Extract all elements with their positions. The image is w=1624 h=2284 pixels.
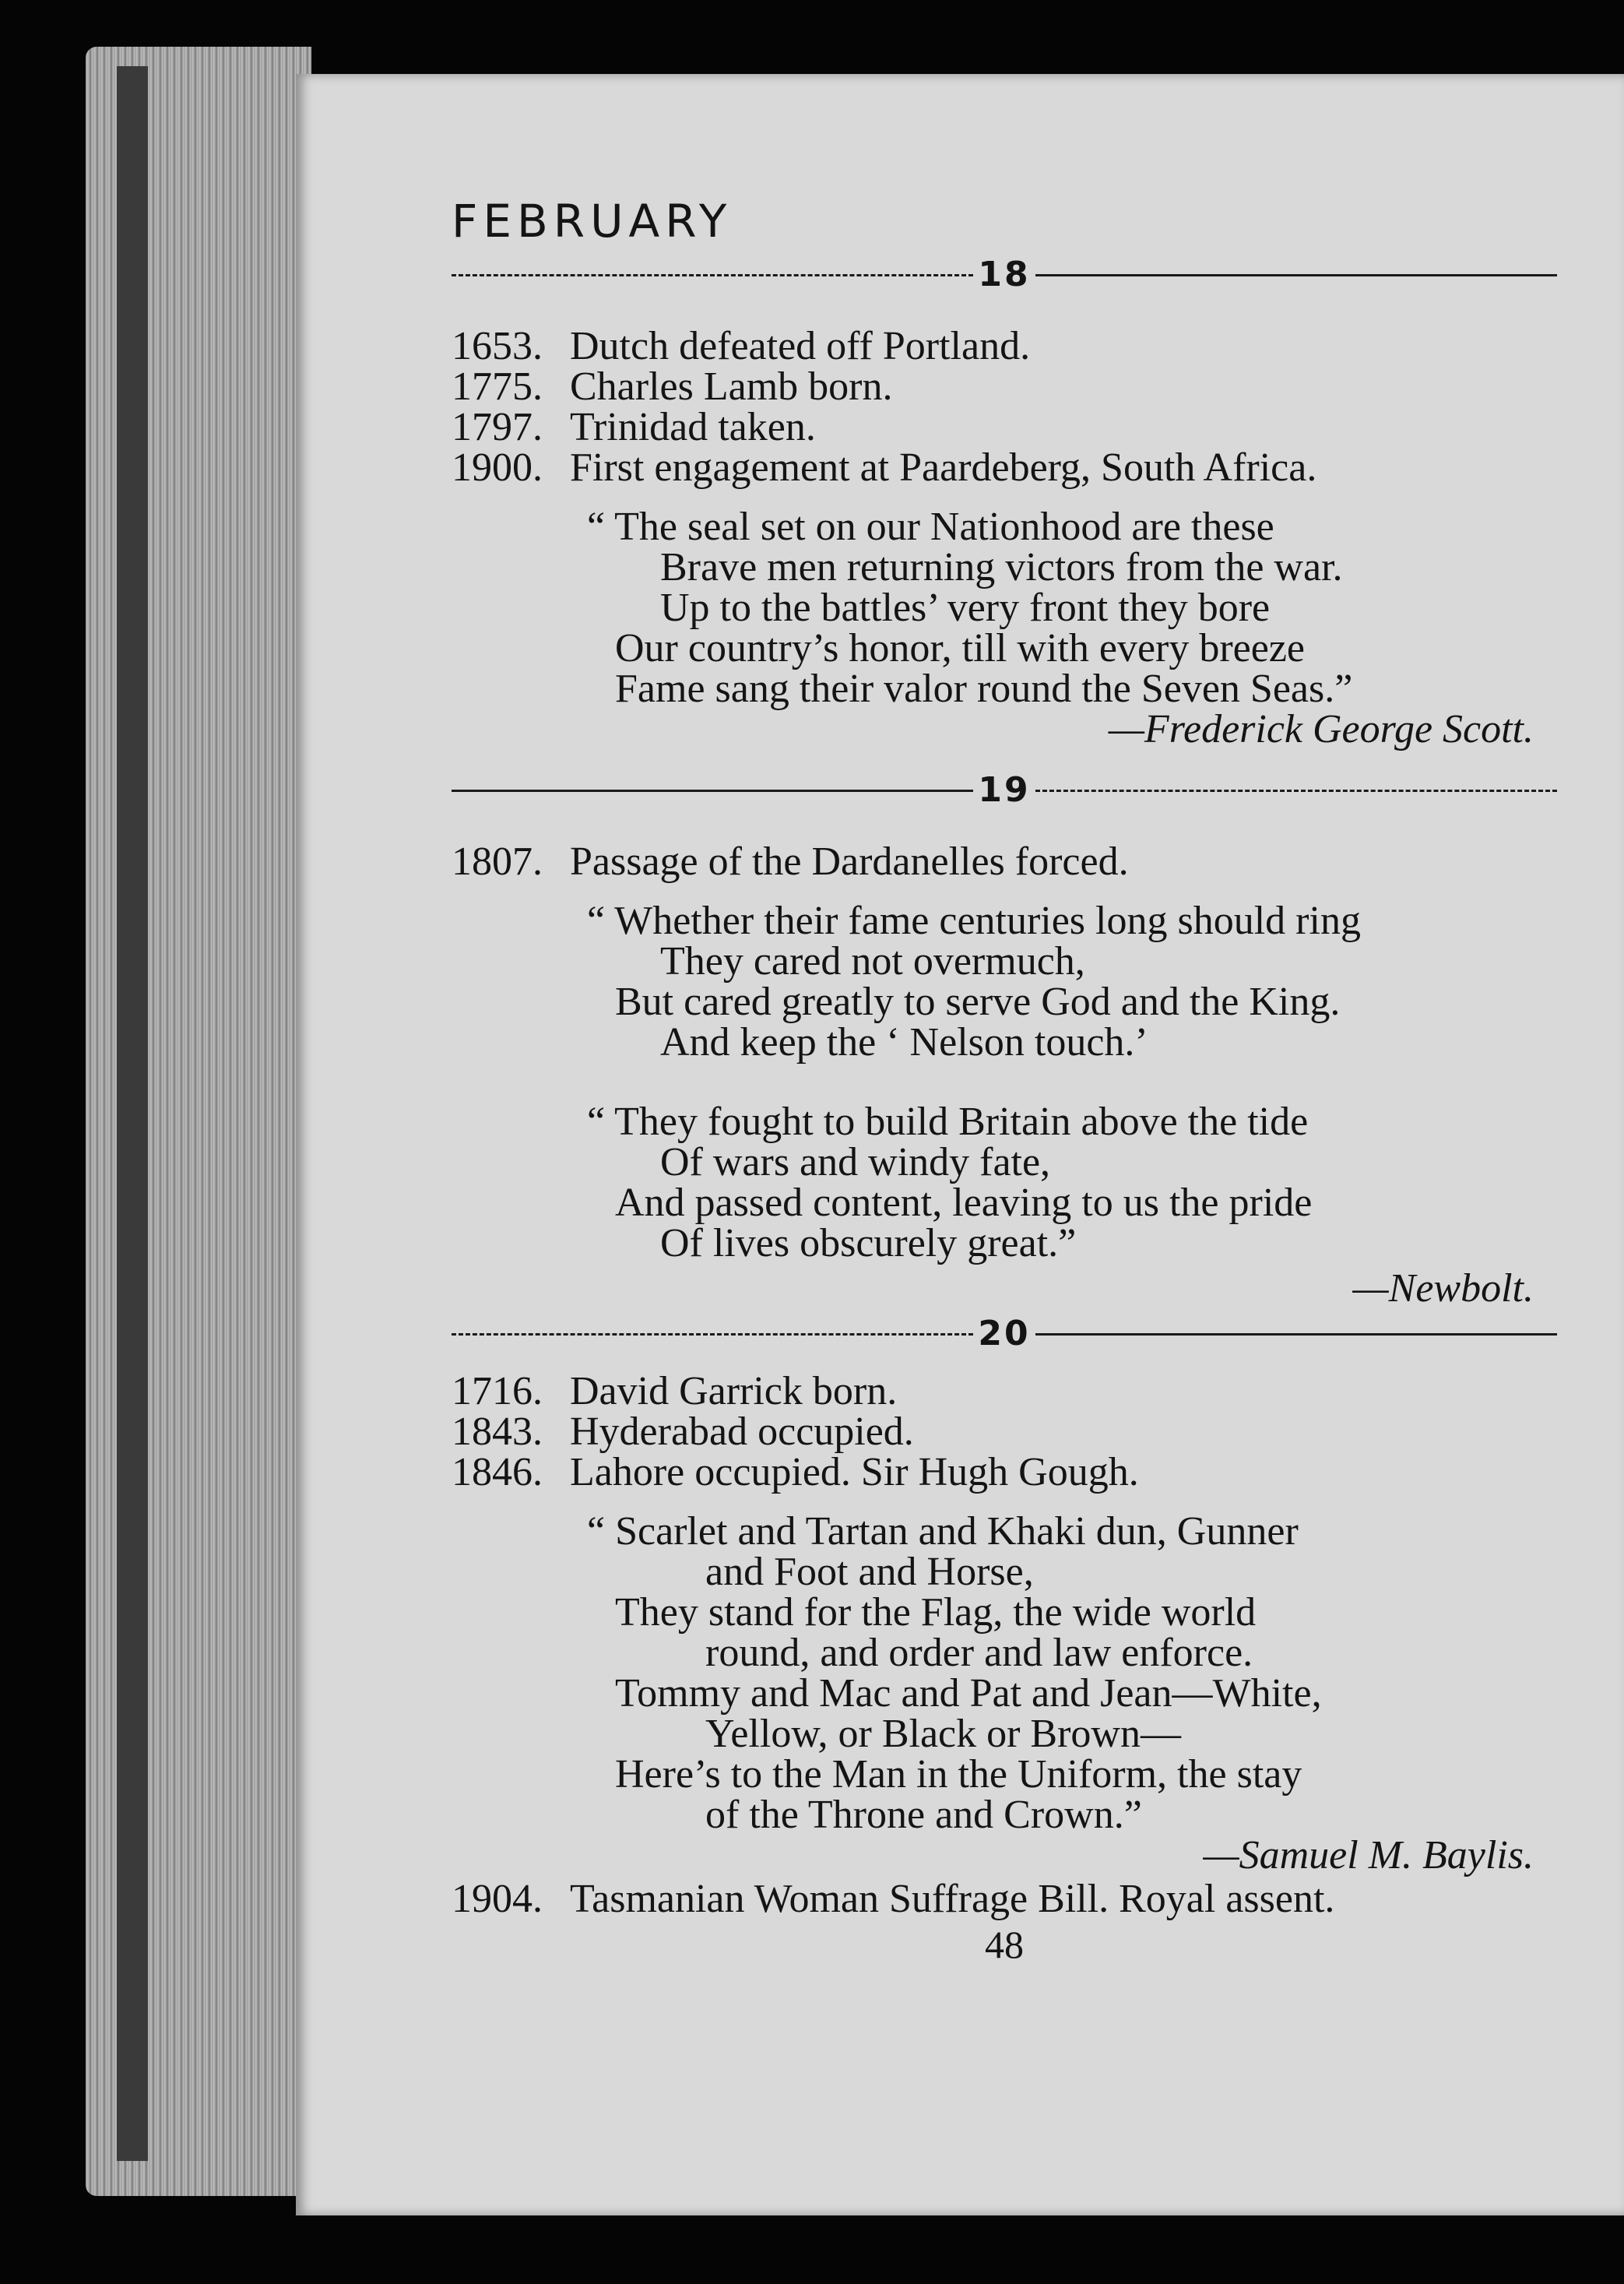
poem-line: Of lives obscurely great.” [660, 1221, 1077, 1265]
event-year: 1904. [452, 1877, 543, 1921]
day-number: 20 [978, 1314, 1031, 1353]
event-text: Lahore occupied. Sir Hugh Gough. [570, 1450, 1139, 1494]
poem-line: And passed content, leaving to us the pride [615, 1181, 1313, 1225]
day-number: 18 [978, 255, 1031, 294]
poem-line: Our country’s honor, till with every breeze [615, 626, 1305, 670]
event-row [452, 1452, 1557, 1493]
poem-line: They cared not overmuch, [660, 939, 1085, 984]
event-year: 1846. [452, 1450, 543, 1494]
event-text: Trinidad taken. [570, 405, 816, 449]
poem-line: “ Scarlet and Tartan and Khaki dun, Gunner [587, 1509, 1299, 1554]
day-divider-20 [452, 1312, 1557, 1356]
event-year: 1797. [452, 405, 543, 449]
event-year: 1775. [452, 364, 543, 409]
poem-line: Here’s to the Man in the Uniform, the stay [615, 1752, 1302, 1797]
poem-line: Brave men returning victors from the war. [660, 545, 1343, 589]
poem-18 [452, 507, 1557, 709]
event-row [452, 364, 1557, 409]
page-number: 48 [985, 1923, 1024, 1966]
poem-line: Up to the battles’ very front they bore [660, 586, 1271, 630]
poem-line: Yellow, or Black or Brown— [705, 1712, 1181, 1756]
day-divider-19 [452, 769, 1557, 812]
poem-line: Fame sang their valor round the Seven Seas.” [615, 667, 1353, 711]
day-divider-18 [452, 253, 1557, 297]
event-text: Dutch defeated off Portland. [570, 324, 1031, 368]
poem-line: and Foot and Horse, [705, 1550, 1034, 1594]
event-text: Hyderabad occupied. [570, 1409, 914, 1454]
poem-line: round, and order and law enforce. [705, 1631, 1253, 1675]
poem-20 [452, 1509, 1557, 1837]
event-row [452, 1409, 1557, 1454]
poem-line: “ Whether their fame centuries long should ring [587, 899, 1361, 943]
event-text: David Garrick born. [570, 1369, 898, 1413]
event-year: 1716. [452, 1369, 543, 1413]
poem-line: “ The seal set on our Nationhood are these [587, 505, 1274, 549]
poem-line: “ They fought to build Britain above the tide [587, 1100, 1309, 1144]
poem-19 [452, 901, 1557, 1264]
event-row [452, 445, 1557, 490]
event-row [452, 326, 1557, 367]
poem-line: of the Throne and Crown.” [705, 1793, 1142, 1837]
event-text: First engagement at Paardeberg, South Africa. [570, 445, 1317, 490]
poem-attribution: —Frederick George Scott. [1108, 707, 1534, 751]
event-row [452, 839, 1557, 884]
events-20 [452, 1371, 1557, 1493]
poem-line: But cared greatly to serve God and the King. [615, 980, 1341, 1024]
events-19 [452, 839, 1557, 884]
poem-attribution: —Newbolt. [1352, 1266, 1534, 1311]
poem-line: And keep the ‘ Nelson touch.’ [660, 1020, 1148, 1065]
event-row [452, 1879, 1557, 1920]
page-content [452, 195, 1557, 1966]
poem-attribution: —Samuel M. Baylis. [1203, 1833, 1534, 1878]
event-text: Charles Lamb born. [570, 364, 893, 409]
book-page [296, 74, 1624, 2215]
event-year: 1900. [452, 445, 543, 490]
poem-line: Tommy and Mac and Pat and Jean—White, [615, 1671, 1322, 1716]
event-row [452, 407, 1557, 448]
events-18 [452, 326, 1557, 488]
event-text: Tasmanian Woman Suffrage Bill. Royal assent. [570, 1877, 1335, 1921]
event-year: 1653. [452, 324, 543, 368]
event-year: 1807. [452, 839, 543, 884]
day-number: 19 [978, 770, 1031, 810]
poem-line: They stand for the Flag, the wide world [615, 1590, 1257, 1635]
poem-line: Of wars and windy fate, [660, 1140, 1051, 1184]
event-year: 1843. [452, 1409, 543, 1454]
book-spine-shadow [117, 66, 148, 2161]
month-heading: FEBRUARY [452, 195, 733, 248]
event-row [452, 1371, 1557, 1412]
event-text: Passage of the Dardanelles forced. [570, 839, 1129, 884]
